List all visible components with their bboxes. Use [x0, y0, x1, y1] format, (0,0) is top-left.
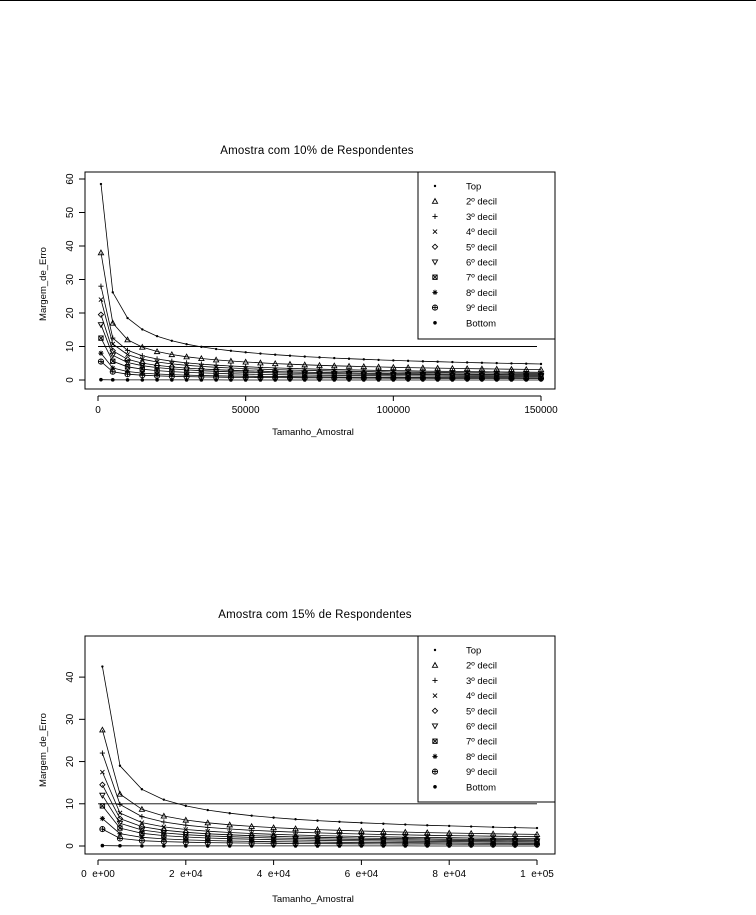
x-tick-label: 1 e+05 — [520, 869, 554, 880]
x-tick-label: 100000 — [376, 405, 411, 416]
data-point — [250, 814, 252, 816]
data-point — [318, 356, 320, 358]
data-point — [183, 840, 188, 845]
data-point — [407, 360, 409, 362]
data-point — [229, 812, 231, 814]
data-point — [466, 361, 468, 363]
data-point — [110, 369, 115, 374]
legend-label: 7º decil — [466, 272, 497, 284]
y-tick-label: 10 — [65, 340, 76, 353]
data-point — [392, 378, 396, 382]
data-point — [101, 665, 103, 667]
data-point — [155, 378, 159, 382]
y-tick-label: 20 — [65, 755, 76, 768]
x-axis-label: Tamanho_Amostral — [272, 427, 354, 438]
data-point — [183, 823, 188, 828]
data-point — [119, 765, 121, 767]
x-tick-label: 2 e+04 — [168, 869, 203, 880]
data-point — [294, 818, 296, 820]
data-point — [112, 291, 114, 293]
data-point — [200, 378, 204, 382]
data-point — [229, 378, 233, 382]
data-point — [304, 355, 306, 357]
data-point — [170, 378, 174, 382]
data-point — [111, 359, 115, 363]
data-point — [404, 844, 408, 848]
legend-label: 4º decil — [466, 227, 497, 239]
data-point — [100, 183, 102, 185]
data-point — [163, 798, 165, 800]
data-point — [392, 359, 394, 361]
data-point — [421, 378, 425, 382]
data-point — [426, 824, 428, 826]
data-point — [289, 354, 291, 356]
data-point — [436, 378, 440, 382]
data-point — [100, 804, 104, 808]
legend-marker — [432, 769, 437, 774]
data-point — [535, 844, 539, 848]
data-point — [161, 819, 166, 824]
x-tick-label: 0 — [95, 405, 101, 416]
legend-label: 2º decil — [466, 196, 497, 208]
data-point — [126, 317, 128, 319]
data-point — [332, 378, 336, 382]
data-point — [139, 838, 144, 843]
data-point — [406, 378, 410, 382]
chart-title: Amostra com 10% de Respondentes — [220, 145, 414, 157]
data-point — [228, 844, 232, 848]
legend-label: 6º decil — [466, 721, 497, 733]
data-point — [118, 811, 122, 815]
legend-label: 9º decil — [466, 767, 497, 779]
data-point — [469, 844, 473, 848]
data-point — [436, 361, 438, 363]
x-tick-label: 8 e+04 — [432, 869, 467, 880]
y-tick-label: 30 — [65, 273, 76, 286]
legend-marker — [433, 785, 437, 789]
data-point — [316, 819, 318, 821]
x-tick-label: 6 e+04 — [344, 869, 379, 880]
data-point — [347, 378, 351, 382]
data-point — [524, 378, 528, 382]
data-point — [451, 361, 453, 363]
data-point — [495, 378, 499, 382]
y-tick-label: 40 — [65, 240, 76, 252]
y-axis-label: Margem_de_Erro — [38, 247, 49, 321]
data-point — [377, 359, 379, 361]
data-point — [140, 844, 144, 848]
data-point — [100, 827, 105, 832]
data-point — [214, 378, 218, 382]
data-point — [492, 826, 494, 828]
data-point — [360, 844, 364, 848]
legend-label: 3º decil — [466, 675, 497, 687]
data-point — [259, 352, 261, 354]
y-tick-label: 30 — [65, 713, 76, 725]
legend-label: Top — [466, 181, 482, 193]
data-point — [126, 378, 130, 382]
x-tick-label: 0 e+00 — [81, 869, 115, 880]
data-point — [303, 378, 307, 382]
data-point — [140, 373, 145, 378]
chart-title: Amostra com 15% de Respondentes — [218, 609, 412, 621]
data-point — [272, 816, 274, 818]
legend-label: Top — [466, 645, 482, 657]
data-point — [259, 378, 263, 382]
x-axis-label: Tamanho_Amostral — [272, 894, 354, 905]
legend-label: 9º decil — [466, 303, 497, 315]
data-point — [154, 373, 159, 378]
data-point — [99, 336, 103, 340]
data-point — [382, 844, 386, 848]
data-point — [185, 343, 187, 345]
data-point — [125, 352, 129, 356]
data-point — [125, 372, 130, 377]
data-point — [98, 312, 103, 317]
data-point — [141, 328, 143, 330]
y-tick-label: 60 — [65, 173, 76, 185]
y-tick-label: 10 — [65, 798, 76, 810]
y-tick-label: 50 — [65, 206, 76, 219]
data-point — [118, 844, 122, 848]
data-point — [100, 816, 105, 821]
data-point — [363, 358, 365, 360]
y-tick-label: 40 — [65, 671, 76, 683]
data-point — [272, 844, 276, 848]
data-point — [451, 378, 455, 382]
data-point — [154, 356, 159, 361]
legend-label: 8º decil — [466, 751, 497, 763]
data-point — [362, 378, 366, 382]
data-point — [207, 809, 209, 811]
data-point — [348, 358, 350, 360]
data-point — [536, 827, 538, 829]
data-point — [100, 751, 105, 756]
data-point — [465, 378, 469, 382]
data-point — [422, 360, 424, 362]
data-point — [244, 378, 248, 382]
data-point — [447, 844, 451, 848]
data-point — [470, 825, 472, 827]
legend — [418, 636, 555, 802]
legend-marker — [432, 754, 437, 759]
data-point — [99, 378, 103, 382]
legend-label: 5º decil — [466, 706, 497, 718]
data-point — [215, 348, 217, 350]
data-point — [141, 788, 143, 790]
data-point — [318, 378, 322, 382]
data-point — [513, 844, 517, 848]
chart-15-percent — [38, 609, 555, 905]
data-point — [382, 823, 384, 825]
legend-marker — [434, 649, 436, 651]
legend-marker — [434, 185, 436, 187]
data-point — [250, 844, 254, 848]
y-tick-label: 0 — [65, 377, 76, 383]
data-point — [333, 357, 335, 359]
y-ticks — [65, 173, 85, 383]
data-point — [448, 825, 450, 827]
legend-label: Bottom — [466, 318, 497, 330]
legend-label: 6º decil — [466, 257, 497, 269]
data-point — [100, 770, 104, 774]
data-point — [101, 844, 105, 848]
data-point — [161, 839, 166, 844]
data-point — [156, 335, 158, 337]
data-point — [244, 351, 246, 353]
data-point — [338, 821, 340, 823]
y-tick-label: 20 — [65, 307, 76, 319]
data-point — [404, 823, 406, 825]
data-point — [169, 359, 174, 364]
legend — [418, 172, 555, 339]
legend-label: 2º decil — [466, 660, 497, 672]
legend-label: 7º decil — [466, 736, 497, 748]
x-ticks — [81, 860, 554, 880]
data-point — [539, 378, 543, 382]
chart-10-percent — [38, 145, 558, 438]
data-point — [496, 362, 498, 364]
data-point — [540, 363, 542, 365]
data-point — [377, 378, 381, 382]
data-point — [274, 353, 276, 355]
data-point — [525, 363, 527, 365]
data-point — [491, 844, 495, 848]
data-point — [514, 826, 516, 828]
data-point — [100, 782, 105, 787]
data-point — [162, 844, 166, 848]
data-point — [510, 362, 512, 364]
legend-label: 3º decil — [466, 211, 497, 223]
legend-marker — [432, 290, 437, 295]
legend-marker — [433, 321, 437, 325]
legend-label: 5º decil — [466, 242, 497, 254]
legend-label: 4º decil — [466, 691, 497, 703]
data-point — [230, 350, 232, 352]
data-point — [338, 844, 342, 848]
data-point — [294, 844, 298, 848]
data-point — [288, 378, 292, 382]
y-tick-label: 0 — [65, 843, 76, 849]
data-point — [98, 284, 103, 289]
data-point — [171, 340, 173, 342]
data-point — [111, 378, 115, 382]
data-point — [98, 359, 103, 364]
y-ticks — [65, 671, 85, 849]
data-point — [510, 378, 514, 382]
y-axis-label: Margem_de_Erro — [38, 713, 49, 787]
legend-label: 8º decil — [466, 287, 497, 299]
data-point — [273, 378, 277, 382]
data-point — [117, 836, 122, 841]
x-tick-label: 150000 — [524, 405, 558, 416]
data-point — [206, 844, 210, 848]
data-point — [184, 844, 188, 848]
data-point — [480, 378, 484, 382]
data-point — [141, 378, 145, 382]
data-point — [185, 805, 187, 807]
x-ticks — [95, 396, 558, 416]
data-point — [316, 844, 320, 848]
data-point — [139, 814, 144, 819]
x-tick-label: 4 e+04 — [256, 869, 291, 880]
data-point — [99, 298, 103, 302]
data-point — [360, 822, 362, 824]
legend-marker — [432, 305, 437, 310]
legend-label: Bottom — [466, 782, 497, 794]
data-point — [117, 802, 122, 807]
data-point — [425, 844, 429, 848]
data-point — [185, 378, 189, 382]
x-tick-label: 50000 — [231, 405, 260, 416]
data-point — [481, 362, 483, 364]
